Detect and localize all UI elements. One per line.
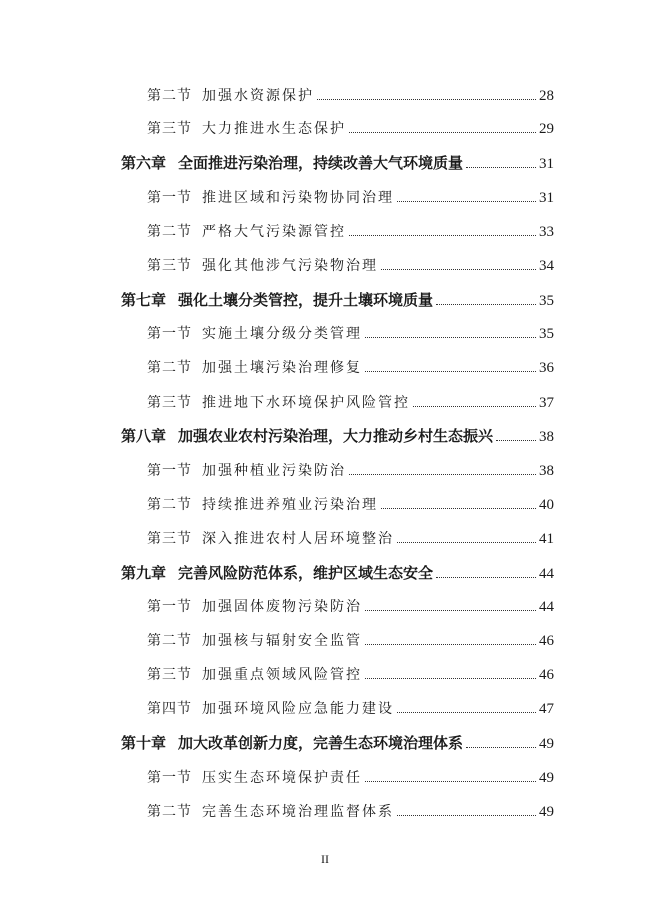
toc-leader-dots bbox=[317, 98, 536, 100]
toc-leader-dots bbox=[349, 234, 536, 236]
toc-entry-title: 加强水资源保护 bbox=[202, 88, 314, 104]
toc-entry-page: 46 bbox=[539, 633, 554, 649]
toc-entry[interactable] bbox=[147, 596, 554, 618]
toc-entry-number: 第四节 bbox=[147, 701, 192, 717]
toc-entry-page: 46 bbox=[539, 667, 554, 683]
toc-leader-dots bbox=[496, 439, 536, 441]
toc-entry[interactable] bbox=[147, 255, 554, 277]
toc-leader-dots bbox=[381, 507, 536, 509]
toc-entry[interactable] bbox=[147, 187, 554, 209]
toc-chapter-title: 强化土壤分类管控，提升土壤环境质量 bbox=[178, 291, 434, 309]
toc-entry-number: 第三节 bbox=[147, 258, 192, 274]
toc-entry-number: 第三节 bbox=[147, 395, 192, 411]
toc-entry-page: 49 bbox=[539, 736, 554, 752]
toc-entry-title: 大力推进水生态保护 bbox=[202, 121, 346, 137]
toc-leader-dots bbox=[397, 814, 536, 816]
toc-entry[interactable] bbox=[147, 85, 554, 107]
toc-entry-page: 44 bbox=[539, 566, 554, 582]
toc-entry[interactable] bbox=[147, 460, 554, 482]
toc-entry[interactable] bbox=[147, 664, 554, 686]
toc-entry-page: 49 bbox=[539, 804, 554, 820]
toc-entry-number: 第三节 bbox=[147, 667, 192, 683]
toc-entry-number: 第一节 bbox=[147, 770, 192, 786]
toc-chapter-entry[interactable] bbox=[121, 425, 554, 447]
toc-entry[interactable] bbox=[147, 801, 554, 823]
toc-entry-title: 压实生态环境保护责任 bbox=[202, 770, 362, 786]
toc-entry-number: 第二节 bbox=[147, 88, 192, 104]
toc-entry[interactable] bbox=[147, 698, 554, 720]
toc-leader-dots bbox=[436, 576, 536, 578]
toc-entry[interactable] bbox=[147, 221, 554, 243]
toc-entry-page: 49 bbox=[539, 770, 554, 786]
toc-leader-dots bbox=[365, 677, 536, 679]
toc-entry-page: 47 bbox=[539, 701, 554, 717]
page-number: II bbox=[321, 852, 329, 866]
toc-entry-title: 深入推进农村人居环境整治 bbox=[202, 531, 394, 547]
toc-entry[interactable] bbox=[147, 528, 554, 550]
toc-entry-page: 35 bbox=[539, 293, 554, 309]
toc-entry-number: 第一节 bbox=[147, 190, 192, 206]
toc-leader-dots bbox=[365, 336, 536, 338]
toc-entry[interactable] bbox=[147, 323, 554, 345]
toc-leader-dots bbox=[397, 711, 536, 713]
toc-chapter-title: 加大改革创新力度，完善生态环境治理体系 bbox=[178, 734, 464, 752]
toc-entry[interactable] bbox=[147, 118, 554, 140]
toc-leader-dots bbox=[349, 131, 536, 133]
toc-chapter-entry[interactable] bbox=[121, 562, 554, 584]
toc-entry-number: 第三节 bbox=[147, 121, 192, 137]
toc-entry-title: 严格大气污染源管控 bbox=[202, 224, 346, 240]
toc-leader-dots bbox=[365, 370, 536, 372]
toc-entry-title: 推进区域和污染物协同治理 bbox=[202, 190, 394, 206]
toc-entry-title: 推进地下水环境保护风险管控 bbox=[202, 395, 410, 411]
toc-entry-title: 加强固体废物污染防治 bbox=[202, 599, 362, 615]
toc-leader-dots bbox=[413, 405, 536, 407]
toc-entry-page: 37 bbox=[539, 395, 554, 411]
toc-entry-page: 28 bbox=[539, 88, 554, 104]
toc-leader-dots bbox=[466, 166, 536, 168]
toc-entry-page: 38 bbox=[539, 429, 554, 445]
toc-entry-title: 加强环境风险应急能力建设 bbox=[202, 701, 394, 717]
toc-chapter-number: 第十章 bbox=[121, 734, 167, 752]
toc-entry-page: 29 bbox=[539, 121, 554, 137]
toc-entry-page: 35 bbox=[539, 326, 554, 342]
toc-chapter-title: 全面推进污染治理，持续改善大气环境质量 bbox=[178, 154, 464, 172]
toc-chapter-number: 第八章 bbox=[121, 427, 167, 445]
toc-entry-number: 第二节 bbox=[147, 633, 192, 649]
toc-leader-dots bbox=[349, 473, 536, 475]
toc-leader-dots bbox=[397, 200, 536, 202]
toc-entry-number: 第二节 bbox=[147, 360, 192, 376]
toc-entry-page: 38 bbox=[539, 463, 554, 479]
toc-entry-number: 第二节 bbox=[147, 224, 192, 240]
toc-entry[interactable] bbox=[147, 494, 554, 516]
toc-leader-dots bbox=[365, 609, 536, 611]
toc-chapter-title: 完善风险防范体系，维护区域生态安全 bbox=[178, 564, 434, 582]
toc-entry-title: 实施土壤分级分类管理 bbox=[202, 326, 362, 342]
toc-entry-title: 加强土壤污染治理修复 bbox=[202, 360, 362, 376]
toc-entry-page: 44 bbox=[539, 599, 554, 615]
toc-entry-page: 36 bbox=[539, 360, 554, 376]
toc-entry-number: 第一节 bbox=[147, 463, 192, 479]
toc-entry-title: 持续推进养殖业污染治理 bbox=[202, 497, 378, 513]
toc-entry-page: 41 bbox=[539, 531, 554, 547]
toc-leader-dots bbox=[436, 303, 536, 305]
toc-leader-dots bbox=[466, 746, 536, 748]
toc-entry-page: 40 bbox=[539, 497, 554, 513]
toc-chapter-number: 第七章 bbox=[121, 291, 167, 309]
toc-chapter-title: 加强农业农村污染治理，大力推动乡村生态振兴 bbox=[178, 427, 494, 445]
toc-entry-page: 31 bbox=[539, 156, 554, 172]
toc-entry[interactable] bbox=[147, 357, 554, 379]
toc-entry-number: 第三节 bbox=[147, 531, 192, 547]
toc-entry[interactable] bbox=[147, 630, 554, 652]
toc-entry-title: 加强种植业污染防治 bbox=[202, 463, 346, 479]
toc-leader-dots bbox=[365, 780, 536, 782]
toc-chapter-number: 第九章 bbox=[121, 564, 167, 582]
toc-entry-page: 33 bbox=[539, 224, 554, 240]
toc-chapter-entry[interactable] bbox=[121, 152, 554, 174]
toc-entry[interactable] bbox=[147, 767, 554, 789]
toc-chapter-number: 第六章 bbox=[121, 154, 167, 172]
toc-leader-dots bbox=[365, 643, 536, 645]
toc-entry-number: 第一节 bbox=[147, 599, 192, 615]
toc-entry-title: 强化其他涉气污染物治理 bbox=[202, 258, 378, 274]
toc-entry[interactable] bbox=[147, 392, 554, 414]
toc-chapter-entry[interactable] bbox=[121, 732, 554, 754]
toc-entry-title: 完善生态环境治理监督体系 bbox=[202, 804, 394, 820]
toc-entry-number: 第二节 bbox=[147, 804, 192, 820]
toc-entry-number: 第二节 bbox=[147, 497, 192, 513]
toc-leader-dots bbox=[381, 268, 536, 270]
toc-entry-page: 31 bbox=[539, 190, 554, 206]
toc-leader-dots bbox=[397, 541, 536, 543]
toc-entry-title: 加强核与辐射安全监管 bbox=[202, 633, 362, 649]
toc-entry-number: 第一节 bbox=[147, 326, 192, 342]
toc-entry-page: 34 bbox=[539, 258, 554, 274]
toc-entry-title: 加强重点领域风险管控 bbox=[202, 667, 362, 683]
toc-chapter-entry[interactable] bbox=[121, 289, 554, 311]
